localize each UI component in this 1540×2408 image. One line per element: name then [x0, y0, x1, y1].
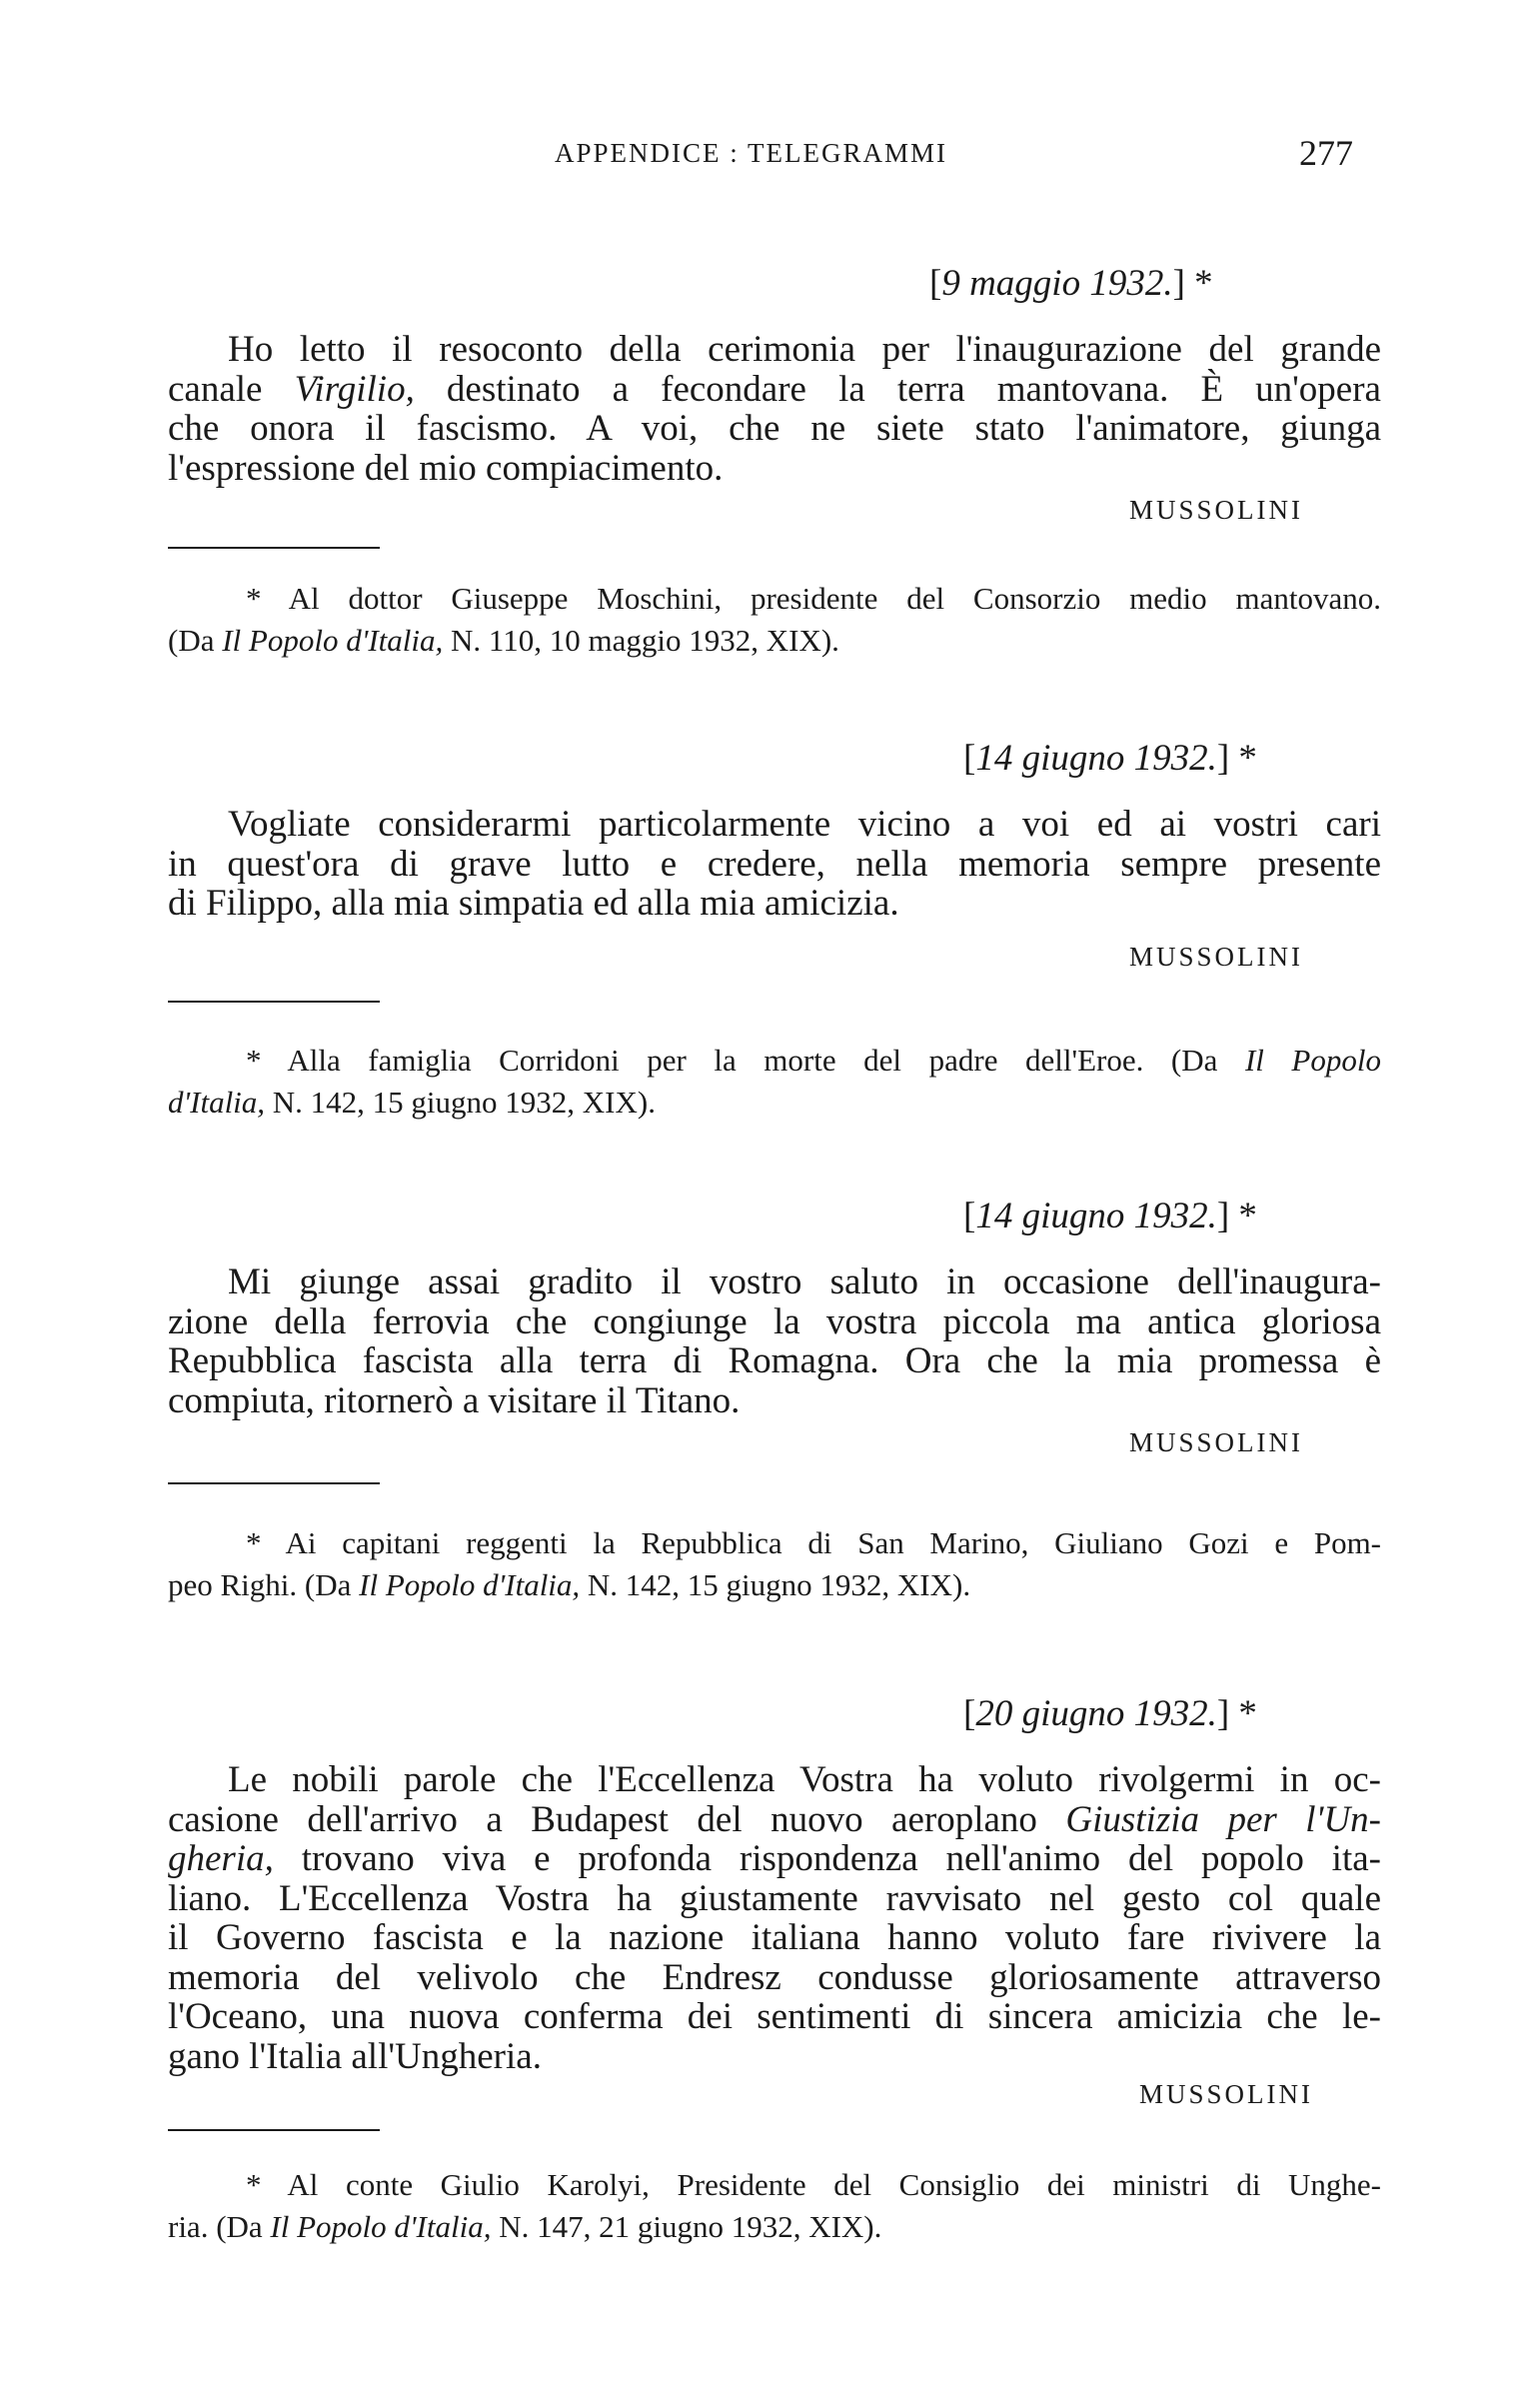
date-text: 14 giugno 1932.	[975, 1196, 1217, 1236]
text-run: * Al dottor Giuseppe Moschini, presidente del Consorzio medio mantovano.	[246, 581, 1381, 616]
text-run: che onora il fascismo. A voi, che ne siete stato l'animatore, giunga	[168, 408, 1381, 449]
text-run: ria. (Da	[168, 2209, 271, 2244]
text-line	[168, 1918, 1381, 1958]
footnote-rule	[168, 2129, 380, 2131]
text-line	[168, 1082, 1381, 1124]
text-line	[168, 1997, 1381, 2037]
text-run: casione dell'arrivo a Budapest del nuovo aeroplano	[168, 1798, 1066, 1840]
text-run: N. 147, 21 giugno 1932, XIX).	[491, 2209, 882, 2244]
text-line	[168, 2164, 1381, 2206]
footnote-rule	[168, 1001, 380, 1003]
text-line	[168, 845, 1381, 885]
italic-title: Giustizia per l'Un-	[1065, 1798, 1381, 1840]
text-run: Le nobili parole che l'Eccellenza Vostra ha voluto rivolgermi in oc-	[228, 1759, 1381, 1800]
text-line	[168, 1381, 1381, 1421]
italic-title: Il Popolo d'Italia,	[359, 1567, 581, 1602]
text-run: gano l'Italia all'Ungheria.	[168, 2035, 542, 2077]
italic-title: d'Italia,	[168, 1085, 266, 1120]
text-run: Ho letto il resoconto della cerimonia per l'inaugurazione del grande	[228, 329, 1381, 370]
text-run: Repubblica fascista alla terra di Romagna. Ora che la mia promessa è	[168, 1340, 1381, 1381]
text-run: canale	[168, 368, 295, 410]
date-text: 14 giugno 1932.	[975, 738, 1217, 779]
italic-title: gheria,	[168, 1838, 274, 1879]
text-line	[168, 2037, 1381, 2077]
footnote	[168, 578, 1381, 662]
text-run: l'Oceano, una nuova conferma dei sentimenti di sincera amicizia che le-	[168, 1996, 1381, 2037]
text-line	[168, 1839, 1381, 1879]
signature: MUSSOLINI	[1129, 942, 1304, 972]
text-run: liano. L'Eccellenza Vostra ha giustamente ravvisato nel gesto col quale	[168, 1877, 1381, 1919]
text-run: * Alla famiglia Corridoni per la morte del padre dell'Eroe. (Da	[246, 1043, 1245, 1078]
text-run: destinato a fecondare la terra mantovana. È un'opera	[414, 368, 1381, 410]
footnote-rule	[168, 547, 380, 549]
text-run: N. 110, 10 maggio 1932, XIX).	[443, 623, 839, 658]
date-text: 20 giugno 1932.	[975, 1693, 1217, 1734]
footnote-rule	[168, 1482, 380, 1484]
text-line	[168, 370, 1381, 410]
text-run: N. 142, 15 giugno 1932, XIX).	[265, 1085, 656, 1120]
text-line	[168, 1800, 1381, 1840]
text-line	[168, 1262, 1381, 1302]
text-line	[168, 409, 1381, 449]
text-run: peo Righi. (Da	[168, 1567, 360, 1602]
telegram-body	[168, 330, 1381, 488]
text-line	[168, 1879, 1381, 1919]
footnote	[168, 1522, 1381, 1606]
text-line	[168, 1341, 1381, 1381]
italic-title: Virgilio,	[294, 368, 415, 410]
text-run: in quest'ora di grave lutto e credere, nella memoria sempre presente	[168, 843, 1381, 885]
text-line	[168, 620, 1381, 662]
text-run: compiuta, ritornerò a visitare il Titano.	[168, 1379, 741, 1421]
text-run: * Ai capitani reggenti la Repubblica di San Marino, Giuliano Gozi e Pom-	[246, 1525, 1381, 1560]
text-run: il Governo fascista e la nazione italiana hanno voluto fare rivivere la	[168, 1917, 1381, 1958]
text-line	[168, 2206, 1381, 2248]
italic-title: Il Popolo d'Italia,	[222, 623, 444, 658]
text-line	[168, 578, 1381, 620]
page-number: 277	[1299, 133, 1353, 173]
text-line	[168, 330, 1381, 370]
running-head: APPENDICE : TELEGRAMMI	[555, 138, 948, 168]
text-line	[168, 1958, 1381, 1998]
text-line	[168, 884, 1381, 924]
text-line	[168, 449, 1381, 489]
signature: MUSSOLINI	[1129, 495, 1304, 525]
telegram-body	[168, 1760, 1381, 2076]
signature: MUSSOLINI	[1139, 2079, 1314, 2109]
text-run: Vogliate considerarmi particolarmente vicino a voi ed ai vostri cari	[228, 804, 1381, 845]
text-run: N. 142, 15 giugno 1932, XIX).	[580, 1567, 971, 1602]
telegram-body	[168, 805, 1381, 924]
text-run: trovano viva e profonda rispondenza nell'animo del popolo ita-	[273, 1838, 1381, 1879]
text-line	[168, 1760, 1381, 1800]
text-line	[168, 1564, 1381, 1606]
text-run: memoria del velivolo che Endresz condusse gloriosamente attraverso	[168, 1956, 1381, 1998]
text-run: Mi giunge assai gradito il vostro saluto in occasione dell'inaugura-	[228, 1261, 1381, 1302]
telegram-date: [20 giugno 1932.] *	[963, 1693, 1257, 1734]
text-run: zione della ferrovia che congiunge la vostra piccola ma antica gloriosa	[168, 1300, 1381, 1342]
text-run: (Da	[168, 623, 223, 658]
italic-title: Il Popolo d'Italia,	[270, 2209, 492, 2244]
telegram-date: [9 maggio 1932.] *	[929, 263, 1213, 304]
telegram-date: [14 giugno 1932.] *	[963, 1196, 1257, 1236]
text-run: di Filippo, alla mia simpatia ed alla mia amicizia.	[168, 883, 899, 924]
footnote	[168, 2164, 1381, 2248]
telegram-body	[168, 1262, 1381, 1420]
signature: MUSSOLINI	[1129, 1427, 1304, 1457]
date-text: 9 maggio 1932.	[941, 263, 1173, 304]
text-line	[168, 1522, 1381, 1564]
text-line	[168, 1040, 1381, 1082]
telegram-date: [14 giugno 1932.] *	[963, 738, 1257, 779]
text-line	[168, 805, 1381, 845]
footnote	[168, 1040, 1381, 1124]
text-line	[168, 1302, 1381, 1342]
text-run: * Al conte Giulio Karolyi, Presidente del Consiglio dei ministri di Unghe-	[246, 2167, 1381, 2202]
text-run: l'espressione del mio compiacimento.	[168, 447, 724, 489]
italic-title: Il Popolo	[1244, 1043, 1381, 1078]
